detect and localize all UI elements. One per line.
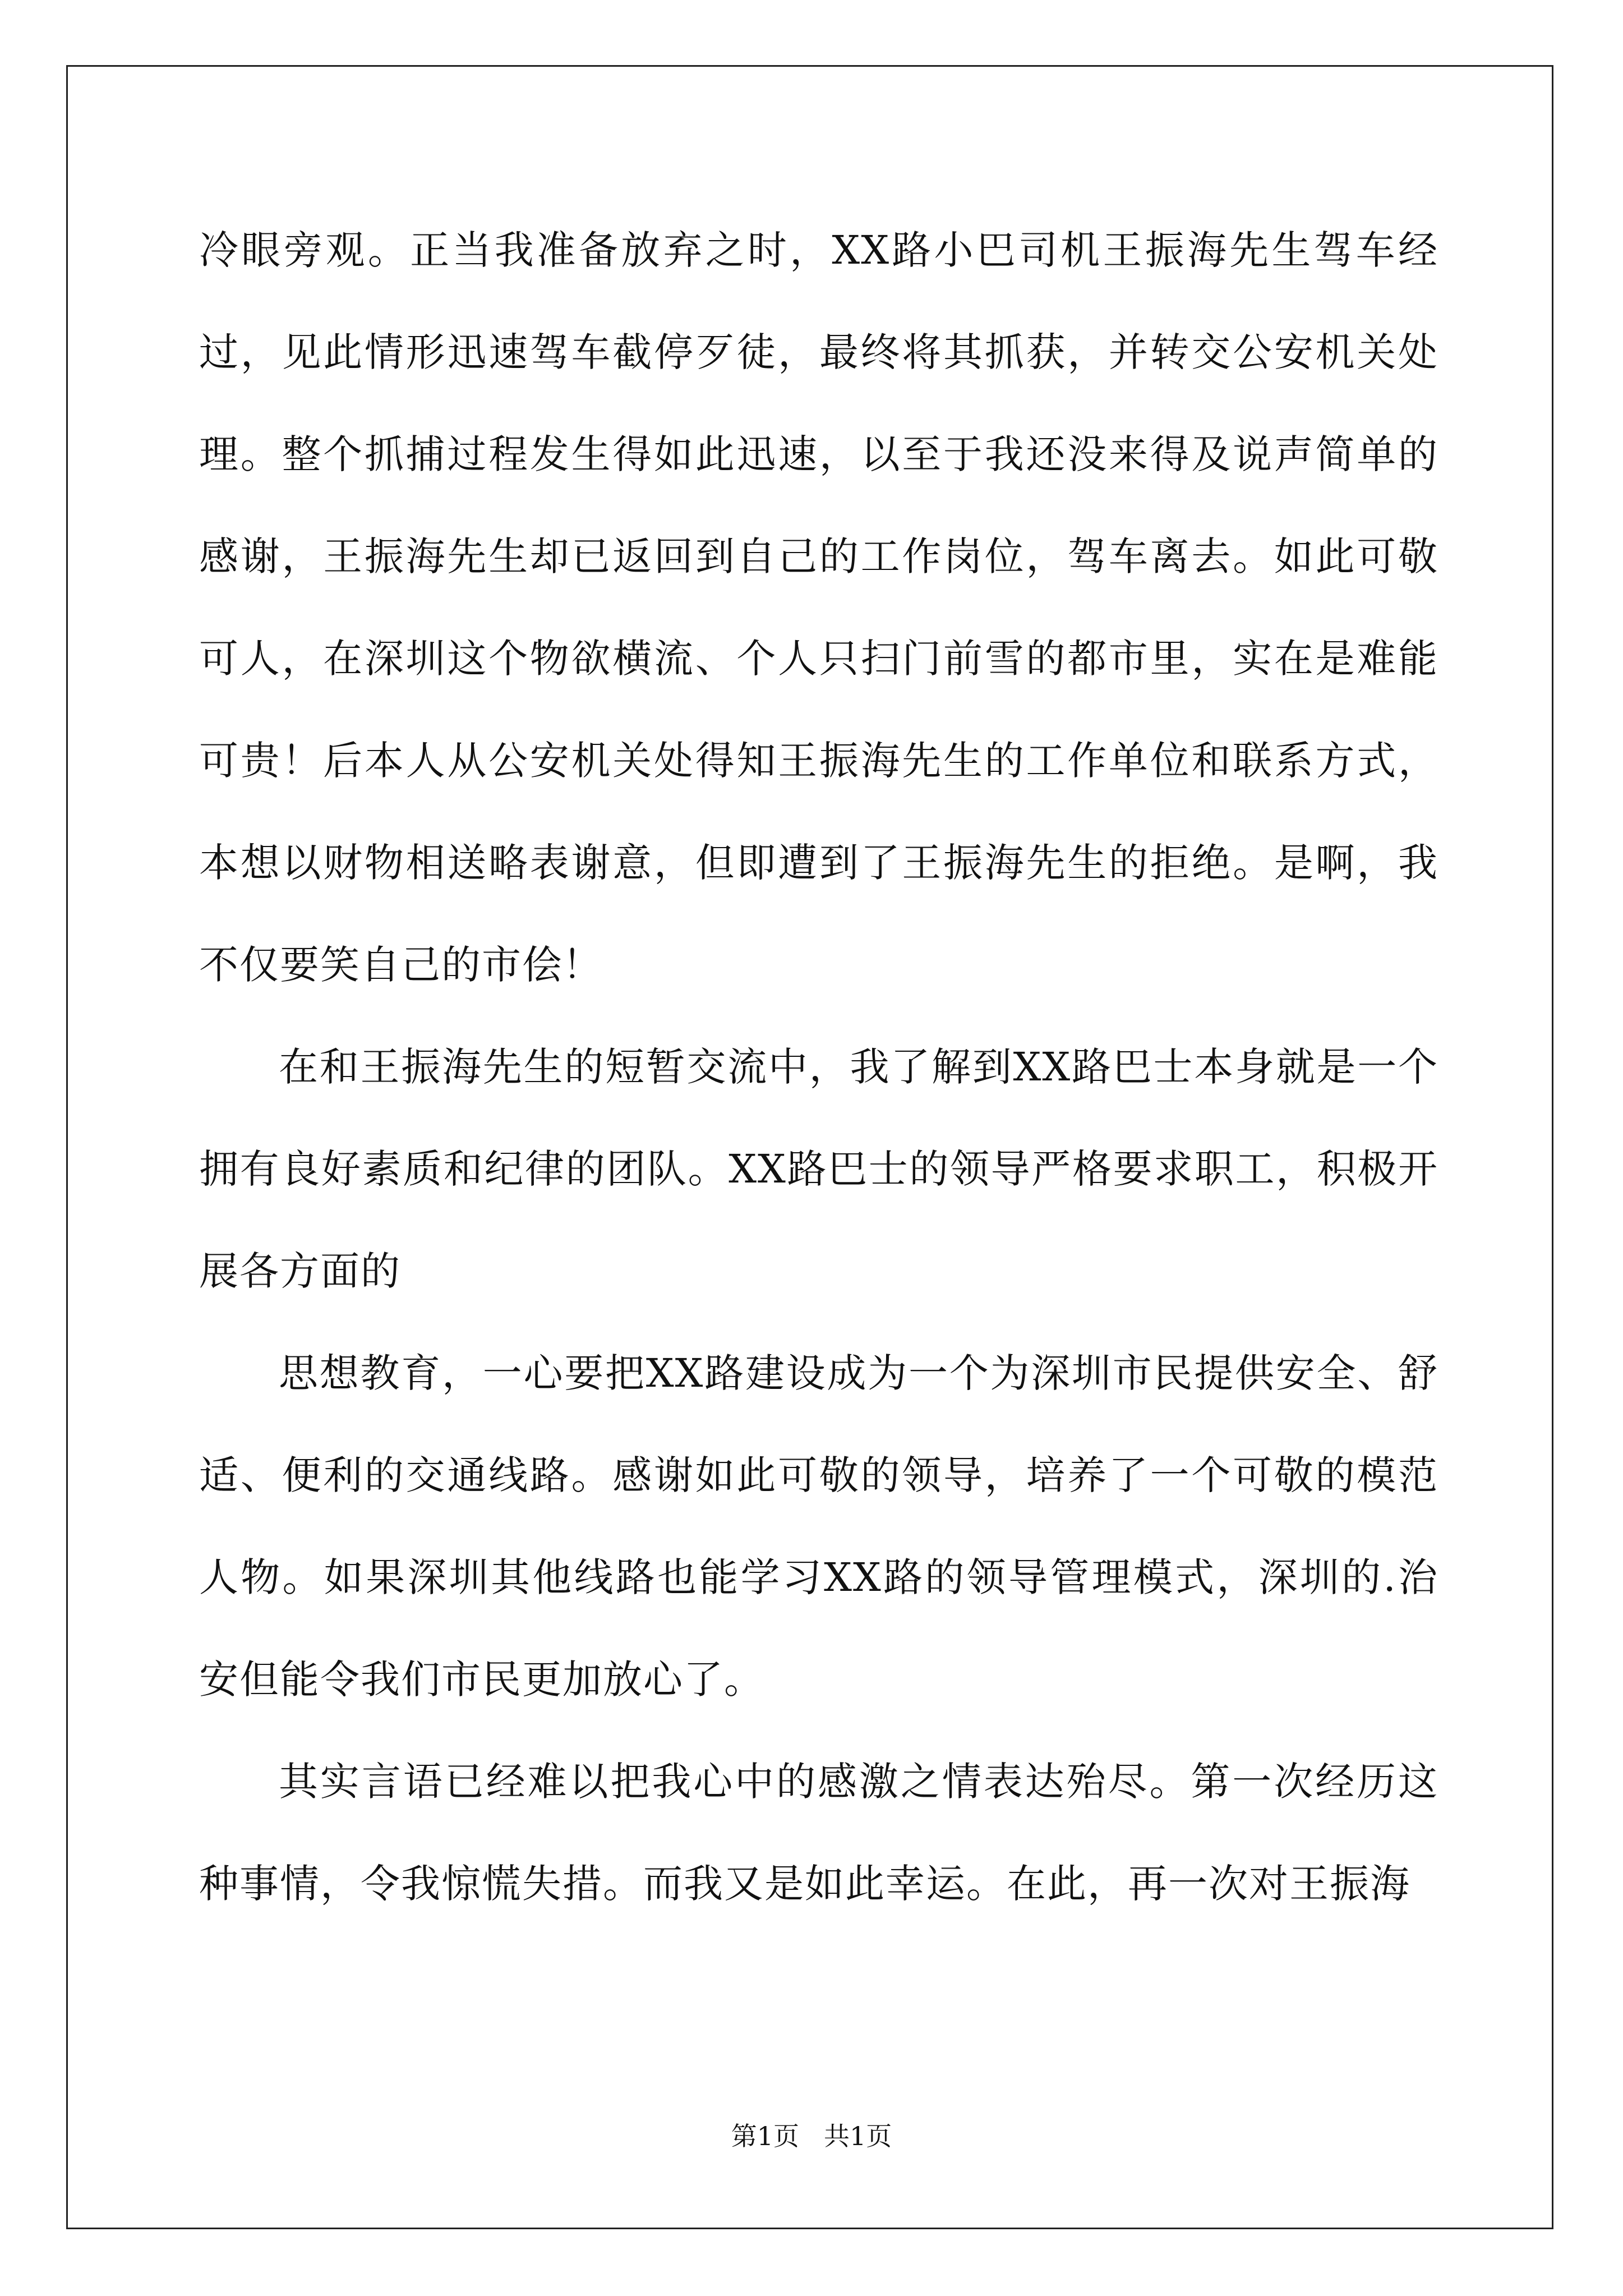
paragraph-3: 思想教育，一心要把XX路建设成为一个为深圳市民提供安全、舒适、便利的交通线路。感谢如此可敬的领导，培养了一个可敬的模范人物。如果深圳其他线路也能学习XX路的领导管理模式，深圳的.治安但能令我们市民更加放心了。 [199,1350,1438,1703]
paragraph-4: 其实言语已经难以把我心中的感激之情表达殆尽。第一次经历这种事情，令我惊慌失措。而我又是如此幸运。在此，再一次对王振海 [199,1759,1438,1907]
page-number: 第1页 [731,2121,800,2151]
paragraph-1: 冷眼旁观。正当我准备放弃之时，XX路小巴司机王振海先生驾车经过，见此情形迅速驾车截停歹徒，最终将其抓获，并转交公安机关处理。整个抓捕过程发生得如此迅速，以至于我还没来得及说声简单的感谢，王振海先生却已返回到自己的工作岗位，驾车离去。如此可敬可人，在深圳这个物欲横流、个人只扫门前雪的都市里，实在是难能可贵！后本人从公安机关处得知王振海先生的工作单位和联系方式，本想以财物相送略表谢意，但即遭到了王振海先生的拒绝。是啊，我不仅要笑自己的市侩！ [199,227,1438,988]
paragraph-2: 在和王振海先生的短暂交流中，我了解到XX路巴士本身就是一个拥有良好素质和纪律的团队。XX路巴士的领导严格要求职工，积极开展各方面的 [199,1044,1438,1294]
document-body [199,199,1438,1935]
page-footer [0,2119,1623,2153]
page-total: 共1页 [823,2121,892,2151]
